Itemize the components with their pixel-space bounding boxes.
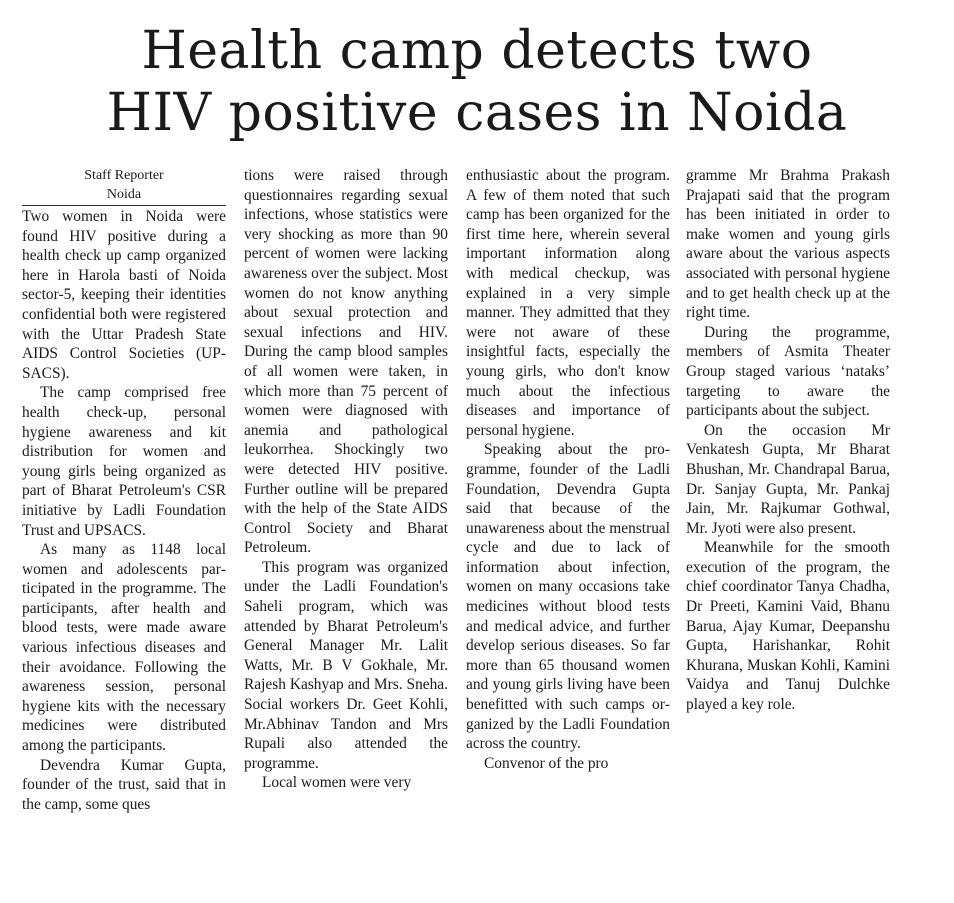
- paragraph: Convenor of the pro: [484, 754, 609, 772]
- column-4: [686, 166, 890, 715]
- byline-author: Staff Reporter: [84, 168, 164, 183]
- column-3: [466, 166, 670, 773]
- paragraph: Two women in Noida were found HIV positive during a health check up camp organized here in Harola basti of Noida sector-5, keeping their identities confidential both were registered with the Uttar Pradesh State AIDS Control Societies (UPSACS).: [22, 208, 226, 382]
- paragraph: As many as 1148 local women and adolescents participated in the programme. The participants, after health and blood tests, were made aware various infectious diseases and their avoidance. Following the awareness session, personal hygiene kits with the necessary medicines were distributed among the participants.: [22, 541, 226, 755]
- article-body: [0, 166, 954, 903]
- paragraph: tions were raised through questionnaires regarding sexual infections, whose statistics were very shocking as more than 90 percent of women were lacking awareness over the subject. Most women do not know anything about sexual protection and sexual infections and HIV. During the camp blood samples of all women were taken, in which more than 75 percent of women were diagnosed with anemia and pathological leukorrhea. Shockingly two were detected HIV positive. Further outline will be prepared with the help of the State AIDS Control Society and Bharat Petroleum.: [244, 167, 448, 557]
- paragraph: This program was organized under the Ladli Foundation's Saheli program, which was attended by Bharat Petroleum's General Manager Mr. Lalit Watts, Mr. B V Gokhale, Mr. Rajesh Kashyap and Mrs. Sneha. Social workers Dr. Geet Kohli, Mr.Abhinav Tandon and Mrs Rupali also attended the programme.: [244, 558, 448, 772]
- headline: [0, 20, 954, 144]
- paragraph: Meanwhile for the smooth execution of the program, the chief coordinator Tanya Chadha, Dr Preeti, Kamini Vaid, Bhanu Barua, Ajay Kumar, Deepanshu Gupta, Harishankar, Rohit Khurana, Muskan Kohli, Kamini Vaidya and Tanuj Dulchke played a key role.: [686, 539, 890, 714]
- byline-location: Noida: [106, 187, 142, 202]
- byline: [22, 166, 226, 206]
- column-1: [22, 166, 226, 814]
- headline-line-2: HIV positive cases in Noida: [106, 83, 848, 143]
- column-2: [244, 166, 448, 793]
- paragraph: Local women were very: [262, 774, 412, 792]
- paragraph: On the occasion Mr Venkatesh Gupta, Mr Bharat Bhushan, Mr. Chandrapal Barua, Dr. Sanjay Gupta, Mr. Pankaj Jain, Mr. Rajkumar Gothwal, Mr. Jyoti were also present.: [686, 421, 890, 537]
- paragraph: enthusiastic about the program. A few of them noted that such camp has been organized for the first time here, wherein several important information along with medical checkup, was explained in a very simple manner. They admitted that they were not aware of these insightful facts, especially the young girls, who don't know much about the infectious diseases and importance of personal hygiene.: [466, 167, 670, 439]
- paragraph: gramme Mr Brahma Prakash Prajapati said that the program has been initiated in order to make women and young girls aware about the various aspects associated with personal hygiene and to get health check up at the right time.: [686, 167, 890, 322]
- headline-line-1: Health camp detects two: [141, 21, 813, 81]
- paragraph: Speaking about the programme, founder of the Ladli Foundation, Devendra Gupta said that because of the unawareness about the menstrual cycle and due to lack of information about infection, women on many occasions take medicines without blood tests and medical advice, and further develop serious diseases. So far more than 65 thousand women and young girls living have been benefitted with such camps organized by the Ladli Foundation across the country.: [466, 441, 670, 753]
- paragraph: The camp comprised free health check-up, personal hygiene awareness and kit distribution for women and young girls being organized as part of Bharat Petroleum's CSR initiative by Ladli Foundation Trust and UPSACS.: [22, 384, 226, 539]
- paragraph: During the programme, members of Asmita Theater Group staged various ‘nataks’ targeting to aware the participants about the subject.: [686, 323, 890, 420]
- paragraph: Devendra Kumar Gupta, founder of the trust, said that in the camp, some ques: [22, 756, 226, 813]
